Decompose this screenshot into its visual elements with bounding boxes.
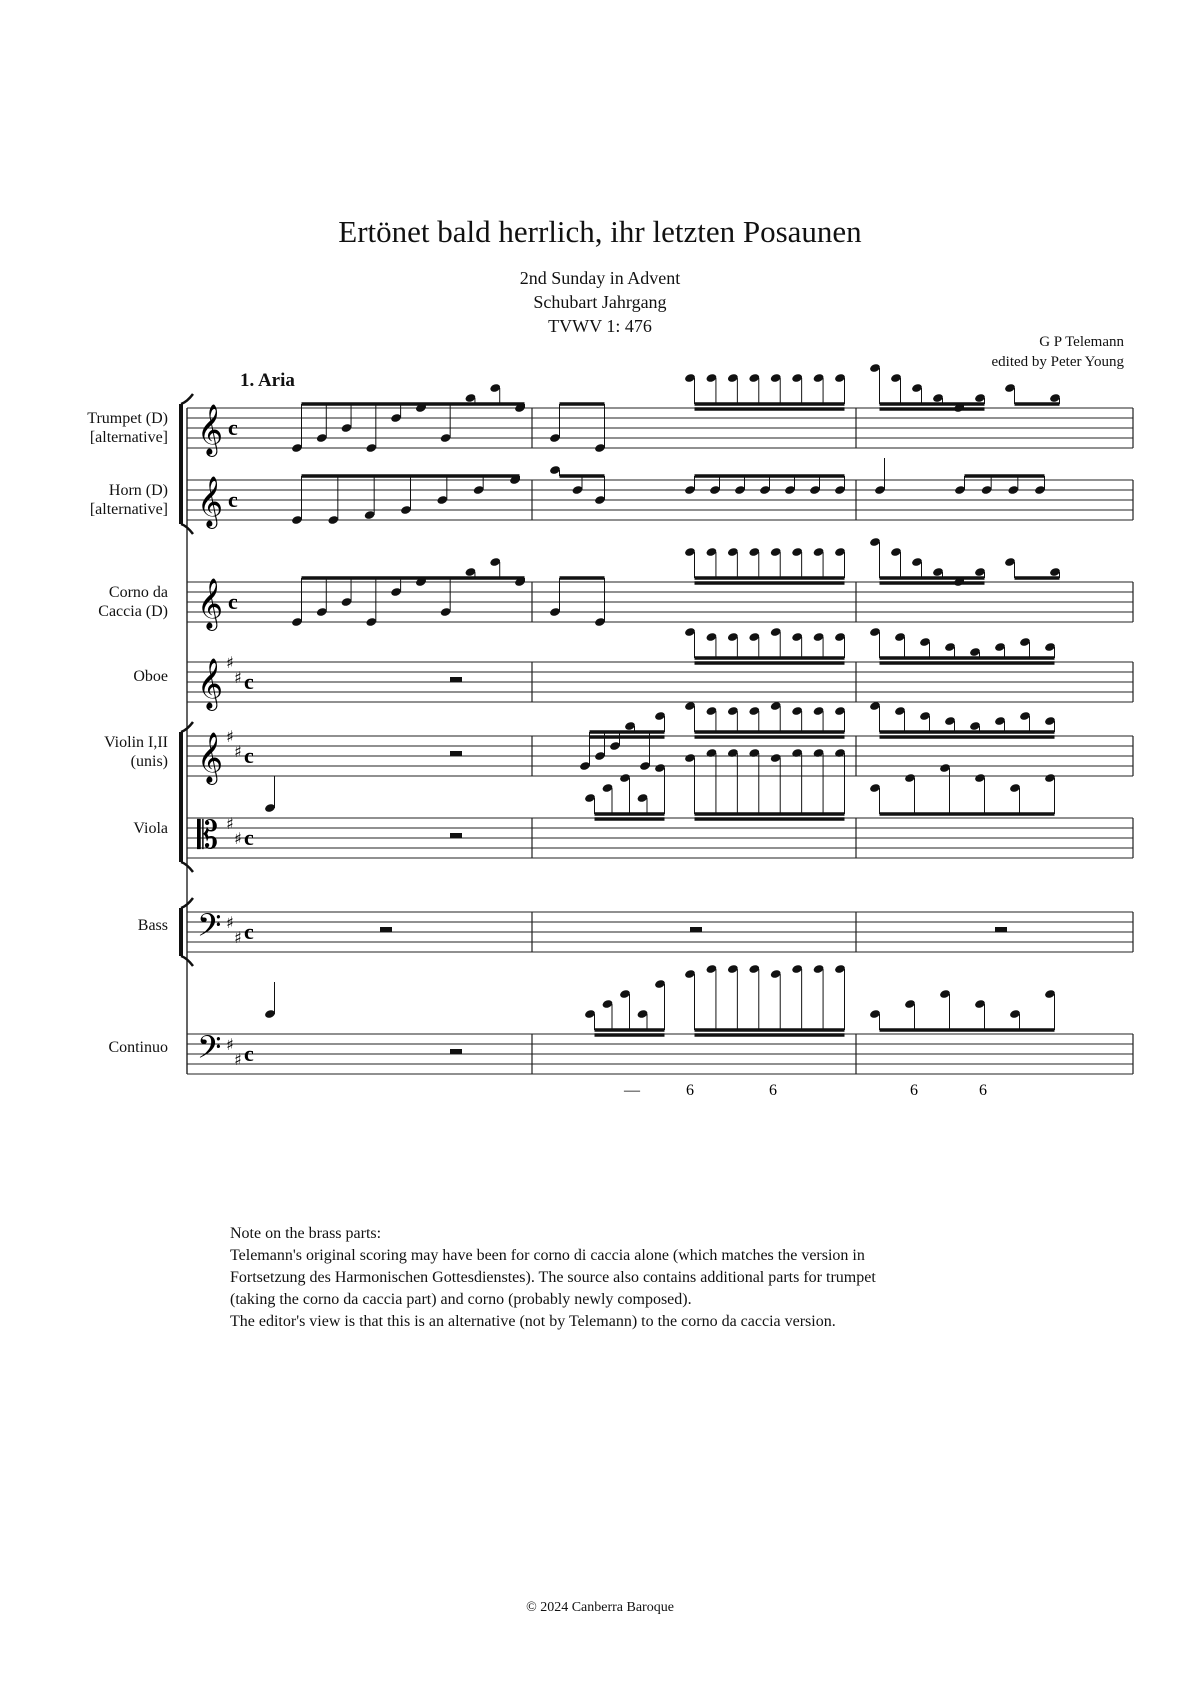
notes — [264, 363, 1061, 1054]
figure-6: 6 — [686, 1082, 694, 1099]
figure-dash: — — [624, 1082, 640, 1099]
note-line: The editor's view is that this is an alternative (not by Telemann) to the corno da caccia version. — [230, 1313, 836, 1330]
common-time-icon: c — [228, 415, 238, 440]
instrument-label-corno-da-caccia: Corno da Caccia (D) — [98, 584, 168, 620]
sharp-icon: ♯ — [234, 668, 242, 687]
barlines — [187, 408, 1133, 1074]
common-time-icon: c — [244, 743, 254, 768]
treble-clef-icon: 𝄞 — [197, 732, 224, 783]
staff-lines — [187, 408, 1133, 1074]
bass-clef-icon: 𝄢 — [197, 907, 222, 951]
bracket-end — [181, 394, 193, 404]
sharp-icon: ♯ — [226, 1035, 234, 1054]
figure-6: 6 — [910, 1082, 918, 1099]
note-heading: Note on the brass parts: — [230, 1225, 382, 1242]
figured-bass — [623, 1082, 987, 1099]
common-time-icon: c — [228, 589, 238, 614]
instrument-label-continuo: Continuo — [108, 1039, 168, 1056]
subtitle-cycle: Schubart Jahrgang — [533, 292, 667, 312]
common-time-icon: c — [244, 1041, 254, 1066]
sharp-icon: ♯ — [234, 742, 242, 761]
figure-6: 6 — [769, 1082, 777, 1099]
editor-credit: edited by Peter Young — [991, 354, 1124, 370]
composer-credit: G P Telemann — [1039, 334, 1124, 350]
common-time-icon: c — [244, 825, 254, 850]
sharp-icon: ♯ — [226, 913, 234, 932]
half-rest — [450, 833, 462, 838]
half-rest — [995, 927, 1007, 932]
half-rest — [450, 751, 462, 756]
sharp-icon: ♯ — [226, 727, 234, 746]
copyright-notice: © 2024 Canberra Baroque — [526, 1600, 674, 1615]
half-rest — [690, 927, 702, 932]
common-time-icon: c — [244, 919, 254, 944]
instrument-label-horn: Horn (D) [alternative] — [89, 482, 168, 518]
sharp-icon: ♯ — [234, 1050, 242, 1069]
note-line: Fortsetzung des Harmonischen Gottesdienstes). The source also contains additional parts for trumpet — [230, 1269, 876, 1286]
common-time-icon: c — [244, 669, 254, 694]
subtitle-occasion: 2nd Sunday in Advent — [519, 268, 681, 288]
editorial-note — [230, 1223, 1030, 1333]
movement-label: 1. Aria — [240, 370, 295, 391]
sharp-icon: ♯ — [234, 928, 242, 947]
instrument-label-oboe: Oboe — [133, 668, 168, 685]
treble-clef-icon: 𝄞 — [197, 658, 224, 709]
subtitle-catalogue: TVWV 1: 476 — [548, 316, 652, 336]
treble-clef-icon: 𝄞 — [197, 578, 224, 629]
instrument-label-viola: Viola — [133, 820, 168, 837]
figure-6: 6 — [979, 1082, 987, 1099]
sharp-icon: ♯ — [226, 653, 234, 672]
treble-clef-icon: 𝄞 — [197, 404, 224, 455]
alto-clef-icon: 𝄡 — [197, 813, 219, 857]
page-title: Ertönet bald herrlich, ihr letzten Posaunen — [338, 214, 862, 249]
half-rest — [450, 1049, 462, 1054]
treble-clef-icon: 𝄞 — [197, 476, 224, 527]
half-rest — [450, 677, 462, 682]
sharp-icon: ♯ — [234, 829, 242, 848]
clefs-and-signatures — [197, 404, 254, 1073]
sharp-icon: ♯ — [226, 814, 234, 833]
common-time-icon: c — [228, 487, 238, 512]
bass-clef-icon: 𝄢 — [197, 1029, 222, 1073]
half-rest — [380, 927, 392, 932]
note-line: (taking the corno da caccia part) and corno (probably newly composed). — [230, 1291, 692, 1308]
note-line: Telemann's original scoring may have been for corno di caccia alone (which matches the version in — [230, 1247, 865, 1264]
instrument-label-trumpet: Trumpet (D) [alternative] — [87, 410, 168, 446]
instrument-label-bass: Bass — [137, 917, 168, 934]
instrument-label-violin: Violin I,II (unis) — [104, 734, 168, 770]
